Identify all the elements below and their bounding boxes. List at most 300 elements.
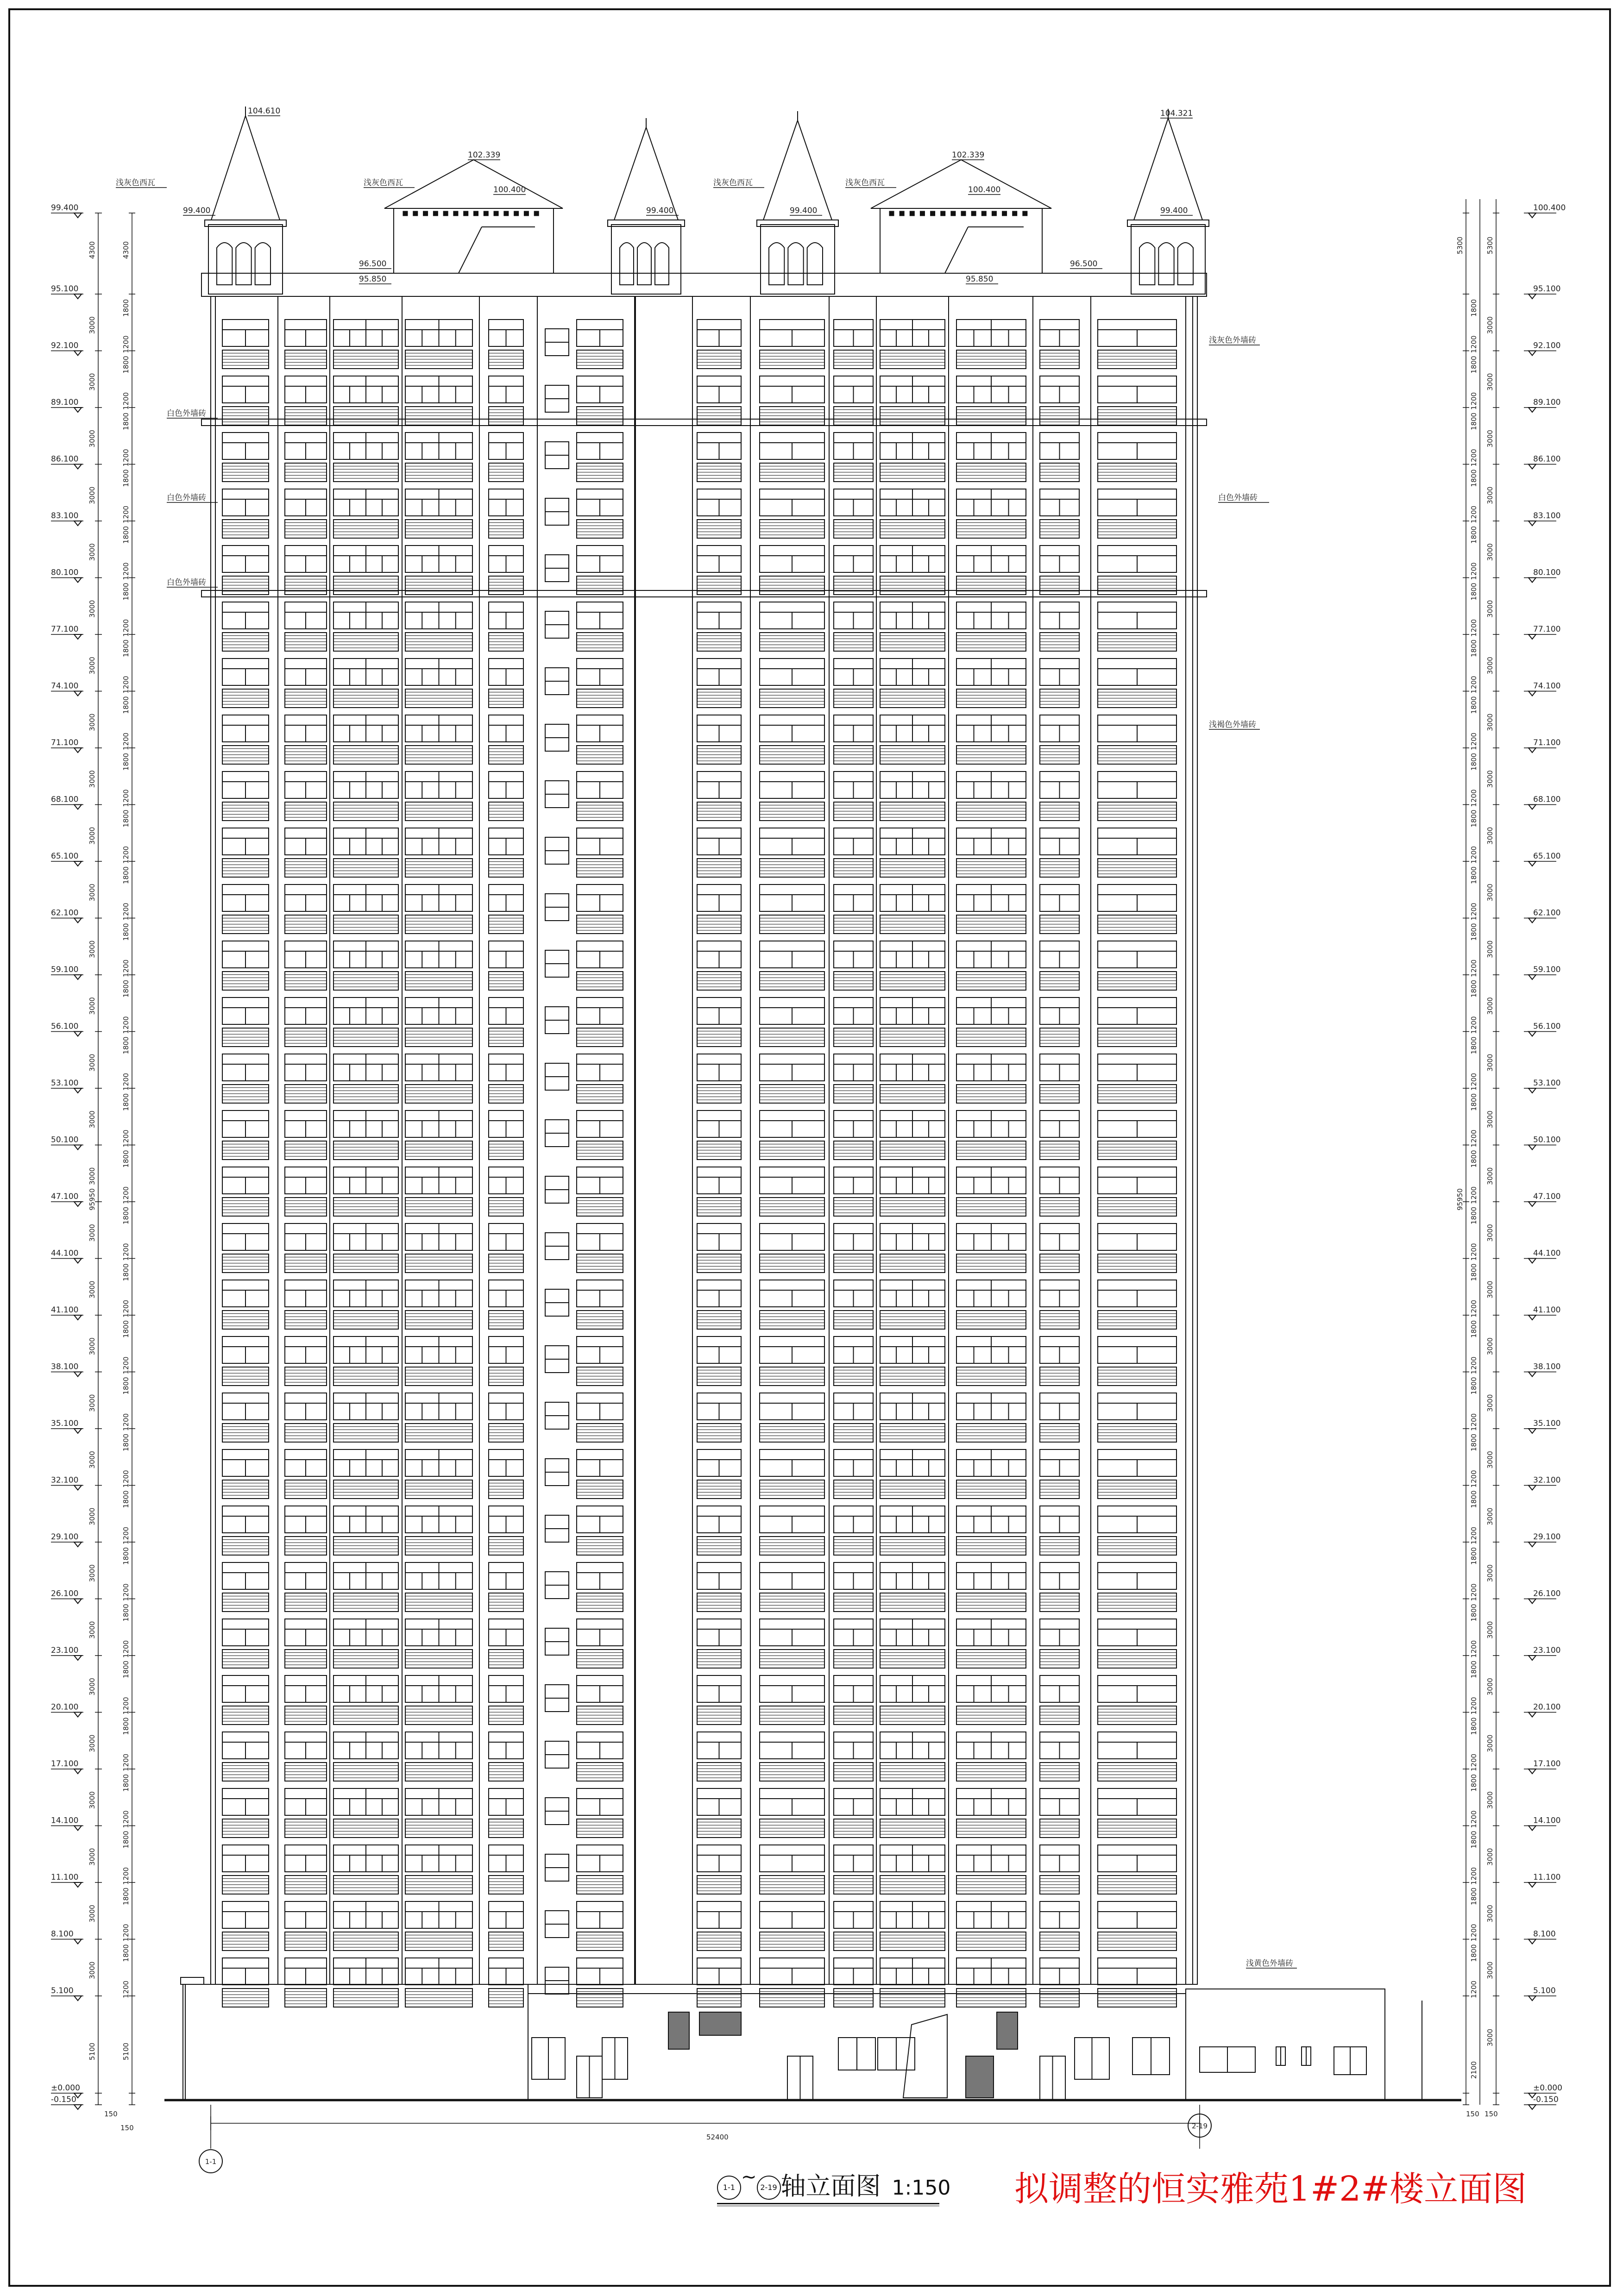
dim-window-right: 1800 <box>1470 1831 1478 1849</box>
top-mark-6: 99.400 <box>183 206 211 215</box>
dim-sill-left: 1200 <box>122 619 130 637</box>
title-text: 轴立面图 <box>780 2171 881 2201</box>
dim-floor-right: 3000 <box>1486 770 1494 788</box>
dim-sill-left: 1200 <box>122 1186 130 1204</box>
level-left-11: 65.100 <box>51 852 79 861</box>
dim-window-left: 1800 <box>122 1717 130 1735</box>
dim-sill-left: 1200 <box>122 335 130 353</box>
dim-sill-left: 1200 <box>122 1640 130 1658</box>
level-left-16: 50.100 <box>51 1135 79 1145</box>
level-right-1: 95.100 <box>1533 284 1561 294</box>
turret-left-cornice <box>205 220 286 226</box>
dim-width-text: 52400 <box>706 2133 729 2141</box>
level-left-mark <box>74 691 82 696</box>
dim-sill-right: 1200 <box>1470 1243 1478 1261</box>
dim-floor-right: 3000 <box>1486 1961 1494 1979</box>
dim-window-left: 1800 <box>122 753 130 771</box>
dim-floor-right: 3000 <box>1486 1507 1494 1525</box>
level-left-32: ±0.000 <box>51 2083 80 2093</box>
level-right-7: 77.100 <box>1533 625 1561 634</box>
dim-floor-left: 3000 <box>88 486 96 504</box>
level-left-mark <box>74 408 82 412</box>
dim-floor-right: 3000 <box>1486 1337 1494 1355</box>
level-left-mark <box>74 1486 82 1490</box>
dim-window-right: 1800 <box>1470 1717 1478 1735</box>
level-left-mark <box>74 351 82 356</box>
turret-right-arched-window <box>1178 243 1193 285</box>
dim-window-right: 1800 <box>1470 979 1478 998</box>
dim-sill-right: 1200 <box>1470 846 1478 864</box>
roof-hip-left-dentil <box>453 211 458 216</box>
level-left-mark <box>74 1939 82 1944</box>
axis-tilde: ~ <box>741 2166 757 2188</box>
dim-window-left: 1800 <box>122 1150 130 1168</box>
axis-label-start: 1-1 <box>205 2158 217 2166</box>
level-right-mark <box>1529 1202 1536 1206</box>
dim-floor-right: 3000 <box>1486 884 1494 902</box>
level-left-30: 8.100 <box>51 1929 74 1939</box>
level-left-12: 62.100 <box>51 908 79 918</box>
dim-floor-right: 3000 <box>1486 316 1494 334</box>
top-mark-11: 95.850 <box>359 275 387 284</box>
roof-hip-left-dentil <box>403 211 408 216</box>
dim-window-left: 1800 <box>122 1206 130 1225</box>
top-mark-9: 99.400 <box>1160 206 1188 215</box>
level-left-mark <box>74 464 82 469</box>
dim-floor-left: 3000 <box>88 827 96 845</box>
dim-window-left: 1800 <box>122 923 130 941</box>
top-mark-0: 104.610 <box>248 107 281 116</box>
dim-floor-left: 3000 <box>88 770 96 788</box>
roof-hip-right-dentil <box>900 211 904 216</box>
level-right-23: 29.100 <box>1533 1532 1561 1542</box>
level-left-mark <box>74 748 82 753</box>
dim-floor-right: 3000 <box>1486 373 1494 391</box>
level-left-31: 5.100 <box>51 1986 74 1995</box>
level-left-mark <box>74 1145 82 1150</box>
level-right-31: 5.100 <box>1533 1986 1556 1995</box>
dim-window-left: 1800 <box>122 1887 130 1906</box>
dim-floor-right: 3000 <box>1486 1791 1494 1809</box>
dim-total-left: 95950 <box>88 1188 96 1211</box>
level-right-mark <box>1529 1599 1536 1604</box>
level-right-mark <box>1529 634 1536 639</box>
dim-window-left: 1800 <box>122 1433 130 1452</box>
dim-floor-right: 3000 <box>1486 543 1494 561</box>
dim-sill-left: 1200 <box>122 903 130 921</box>
dim-floor-left: 3000 <box>88 1961 96 1979</box>
entrance-canopy <box>903 2014 947 2098</box>
dim-floor-right: 3000 <box>1486 1054 1494 1072</box>
level-right-12: 62.100 <box>1533 908 1561 918</box>
roof-hip-left-dentil <box>433 211 438 216</box>
level-right-mark <box>1529 1996 1536 2001</box>
dim-sill-left: 1200 <box>122 1810 130 1828</box>
level-right-mark <box>1529 1372 1536 1377</box>
turret-right-arched-window <box>1139 243 1155 285</box>
dim-floor-left: 3000 <box>88 316 96 334</box>
dim-floor-left: 3000 <box>88 884 96 902</box>
dim-window-right: 1800 <box>1470 526 1478 544</box>
roof-hip-left-dentil <box>423 211 428 216</box>
top-mark-2: 102.339 <box>468 151 501 160</box>
level-right-mark <box>1529 213 1536 218</box>
dim-window-right: 1800 <box>1470 1377 1478 1395</box>
dim-floor-left: 3000 <box>88 1734 96 1752</box>
dim-sill-right: 1200 <box>1470 1753 1478 1772</box>
level-right-mark <box>1529 748 1536 753</box>
level-right-28: 14.100 <box>1533 1816 1561 1826</box>
level-left-mark <box>74 1769 82 1774</box>
roof-hip-right-dentil <box>961 211 966 216</box>
dim-sill-left: 1200 <box>122 789 130 807</box>
level-right-mark <box>1529 1088 1536 1093</box>
dim-sill-right: 1200 <box>1470 1697 1478 1715</box>
roof-hip-right-dentil <box>992 211 996 216</box>
level-right-33: -0.150 <box>1533 2095 1559 2104</box>
turret-right-spire <box>1134 118 1202 220</box>
dim-floor-left: 3000 <box>88 1678 96 1696</box>
dim-sill-right: 1200 <box>1470 562 1478 580</box>
level-left-23: 29.100 <box>51 1532 79 1542</box>
roof-hip-left-dentil <box>514 211 519 216</box>
level-right-5: 83.100 <box>1533 511 1561 521</box>
dim-base-left: 5100 <box>88 2042 96 2061</box>
level-left-mark <box>74 578 82 583</box>
dim-window-right: 1800 <box>1470 696 1478 714</box>
dim-window-left: 1800 <box>122 1831 130 1849</box>
roof-hip-left <box>384 160 563 208</box>
dim-window-left: 1800 <box>122 866 130 885</box>
dim-sill-right: 1200 <box>1470 1299 1478 1318</box>
podium-cap-left <box>181 1977 204 1984</box>
level-left-mark <box>74 294 82 299</box>
level-right-2: 92.100 <box>1533 341 1561 351</box>
dim-sill-left: 1200 <box>122 1526 130 1545</box>
level-right-mark <box>1529 2105 1536 2109</box>
podium-right <box>1186 1989 1385 2100</box>
dim-sill-left: 1200 <box>122 846 130 864</box>
dim-sill-left: 1200 <box>122 1583 130 1601</box>
main-facade-outline <box>211 296 1197 1984</box>
roof-hip-left-dentil <box>474 211 478 216</box>
turret-left-arched-window <box>255 243 270 285</box>
dim-floor-left: 3000 <box>88 1451 96 1469</box>
material-note-3: 浅灰色西瓦 <box>845 178 885 188</box>
material-note-7: 白色外墙砖 <box>1218 493 1258 502</box>
turret-right-arched-window <box>1158 243 1174 285</box>
dim-sill-left: 1200 <box>122 1470 130 1488</box>
dim-sill-right: 1200 <box>1470 1356 1478 1374</box>
dim-floor-left: 3000 <box>88 543 96 561</box>
roof-hip-right-dentil <box>951 211 956 216</box>
dim-window-right: 1800 <box>1470 299 1478 317</box>
roof-hip-left-dentil <box>534 211 539 216</box>
dim-sill-left: 1200 <box>122 1016 130 1034</box>
dim-plinth-right: 150 <box>1466 2110 1479 2118</box>
dim-window-right: 1800 <box>1470 1887 1478 1906</box>
level-left-mark <box>74 1656 82 1660</box>
dim-sill-right: 1200 <box>1470 505 1478 524</box>
level-right-mark <box>1529 1032 1536 1036</box>
dim-floor-right: 3000 <box>1486 1905 1494 1923</box>
dim-sill-right: 1200 <box>1470 619 1478 637</box>
level-right-0: 100.400 <box>1533 203 1566 213</box>
dim-floor-left: 3000 <box>88 1224 96 1242</box>
level-left-mark <box>74 1088 82 1093</box>
roof-hip-right-dentil <box>889 211 894 216</box>
string-course <box>201 419 1207 426</box>
level-right-13: 59.100 <box>1533 965 1561 974</box>
dim-floor-right: 3000 <box>1486 1224 1494 1242</box>
level-left-10: 68.100 <box>51 795 79 804</box>
dim-sill-right: 1200 <box>1470 1980 1478 1999</box>
dim-sill-right: 1200 <box>1470 1413 1478 1431</box>
dim-floor-right: 3000 <box>1486 1110 1494 1129</box>
level-right-29: 11.100 <box>1533 1873 1561 1882</box>
dim-sill-left: 1200 <box>122 1924 130 1942</box>
dim-window-left: 1800 <box>122 1093 130 1111</box>
level-left-4: 86.100 <box>51 454 79 464</box>
dim-window-left: 1800 <box>122 526 130 544</box>
dim-window-left: 1800 <box>122 1377 130 1395</box>
dim-window-right: 1800 <box>1470 1547 1478 1565</box>
level-right-mark <box>1529 1486 1536 1490</box>
turret-center-left-arched-window <box>637 243 651 285</box>
top-mark-7: 99.400 <box>646 206 674 215</box>
dim-sill-left: 1200 <box>122 1129 130 1148</box>
level-right-17: 47.100 <box>1533 1192 1561 1201</box>
roof-hip-right-dentil <box>920 211 925 216</box>
dim-floor-left: 3000 <box>88 997 96 1015</box>
dim-window-left: 1800 <box>122 1547 130 1565</box>
dim-sill-left: 1200 <box>122 392 130 410</box>
turret-center-right-cornice <box>757 220 838 226</box>
dim-floor-right: 3000 <box>1486 997 1494 1015</box>
level-right-30: 8.100 <box>1533 1929 1556 1939</box>
level-left-3: 89.100 <box>51 398 79 407</box>
level-right-19: 41.100 <box>1533 1305 1561 1315</box>
level-left-13: 59.100 <box>51 965 79 974</box>
dim-sill-left: 1200 <box>122 1073 130 1091</box>
level-right-mark <box>1529 1315 1536 1320</box>
dim-window-right: 1800 <box>1470 1320 1478 1338</box>
material-note-0: 浅灰色西瓦 <box>116 178 155 188</box>
level-left-mark <box>74 213 82 218</box>
level-left-mark <box>74 805 82 809</box>
dim-sill-left: 1200 <box>122 1356 130 1374</box>
dim-window-right: 1800 <box>1470 1490 1478 1508</box>
level-left-mark <box>74 1429 82 1433</box>
dim-sill-right: 1200 <box>1470 732 1478 751</box>
dim-window-left: 1800 <box>122 1604 130 1622</box>
roof-hip-right-dentil <box>931 211 935 216</box>
roof-hip-left-dentil <box>484 211 488 216</box>
dim-window-left: 1800 <box>122 1036 130 1054</box>
level-left-mark <box>74 975 82 979</box>
dim-sill-left: 1200 <box>122 1753 130 1772</box>
dim-window-right: 1800 <box>1470 1263 1478 1281</box>
level-left-0: 99.400 <box>51 203 79 213</box>
turret-left-body <box>208 225 283 294</box>
dim-window-left: 1800 <box>122 1320 130 1338</box>
level-right-mark <box>1529 294 1536 299</box>
dim-floor-left: 3000 <box>88 373 96 391</box>
level-right-22: 32.100 <box>1533 1475 1561 1485</box>
dim-sill-left: 1200 <box>122 959 130 978</box>
dim-sill-right: 1200 <box>1470 1640 1478 1658</box>
level-left-7: 77.100 <box>51 625 79 634</box>
dim-floor-left: 3000 <box>88 1905 96 1923</box>
drawing-title <box>717 2166 950 2206</box>
level-left-mark <box>74 1826 82 1831</box>
dim-window-left: 1800 <box>122 979 130 998</box>
dim-window-right: 1800 <box>1470 1036 1478 1054</box>
level-left-mark <box>74 1542 82 1547</box>
dim-top-left-2: 4300 <box>122 241 130 259</box>
level-left-mark <box>74 1713 82 1717</box>
podium-left <box>183 1984 528 2100</box>
dim-window-right: 1800 <box>1470 1660 1478 1679</box>
dim-plinth-left: 150 <box>104 2110 118 2118</box>
dim-floor-right: 3000 <box>1486 1564 1494 1582</box>
level-left-mark <box>74 918 82 923</box>
podium-panel <box>997 2012 1018 2049</box>
level-left-24: 26.100 <box>51 1589 79 1599</box>
top-mark-5: 100.400 <box>968 185 1001 194</box>
level-right-18: 44.100 <box>1533 1248 1561 1258</box>
dim-floor-right: 3000 <box>1486 1621 1494 1639</box>
podium-panel <box>699 2012 741 2035</box>
dim-window-right: 1800 <box>1470 866 1478 885</box>
turret-left-arched-window <box>217 243 232 285</box>
dim-sill-left: 1200 <box>122 676 130 694</box>
dim-window-right: 1800 <box>1470 809 1478 828</box>
level-right-32: ±0.000 <box>1533 2083 1562 2093</box>
level-right-9: 71.100 <box>1533 738 1561 747</box>
roof-hip-right <box>871 160 1051 208</box>
level-right-26: 20.100 <box>1533 1702 1561 1712</box>
dim-window-left: 1800 <box>122 1774 130 1792</box>
material-note-6: 白色外墙砖 <box>167 493 206 502</box>
roof-hip-left-dentil <box>413 211 418 216</box>
dim-sill-right: 1200 <box>1470 449 1478 467</box>
dim-floor-left: 3000 <box>88 1337 96 1355</box>
dim-window-left: 1800 <box>122 1944 130 1962</box>
dim-sill-left: 1200 <box>122 505 130 524</box>
level-right-mark <box>1529 861 1536 866</box>
dim-floor-right: 3000 <box>1486 657 1494 675</box>
level-right-4: 86.100 <box>1533 454 1561 464</box>
dim-window-left: 1800 <box>122 639 130 658</box>
level-right-mark <box>1529 1145 1536 1150</box>
turret-center-right-arched-window <box>788 243 803 285</box>
roof-hip-left-dentil <box>443 211 448 216</box>
title-underline <box>717 2203 939 2206</box>
dim-floor-right: 3000 <box>1486 600 1494 618</box>
dim-window-left: 1800 <box>122 583 130 601</box>
dim-floor-right: 3000 <box>1486 827 1494 845</box>
dim-window-left: 1800 <box>122 1263 130 1281</box>
dim-total-right: 95950 <box>1456 1188 1464 1211</box>
turret-center-left-body <box>611 225 681 294</box>
level-right-mark <box>1529 1656 1536 1660</box>
level-right-21: 35.100 <box>1533 1419 1561 1428</box>
dim-sill-right: 1200 <box>1470 676 1478 694</box>
material-note-10: 浅黄色外墙砖 <box>1246 1959 1293 1968</box>
roof-hip-right-dentil <box>941 211 945 216</box>
roof-hip-left-dentil <box>504 211 509 216</box>
level-right-mark <box>1529 1939 1536 1944</box>
dim-window-left: 1800 <box>122 696 130 714</box>
level-right-mark <box>1529 1826 1536 1831</box>
dim-floor-left: 3000 <box>88 430 96 448</box>
dim-sill-right: 1200 <box>1470 789 1478 807</box>
level-left-mark <box>74 1372 82 1377</box>
dim-floor-right: 3000 <box>1486 1394 1494 1412</box>
level-left-mark <box>74 1882 82 1887</box>
roof-hip-right-dentil <box>981 211 986 216</box>
level-left-9: 71.100 <box>51 738 79 747</box>
podium-panel <box>668 2012 689 2049</box>
turret-left-arched-window <box>236 243 251 285</box>
level-left-5: 83.100 <box>51 511 79 521</box>
dim-floor-right: 3000 <box>1486 1280 1494 1299</box>
dim-floor-left: 3000 <box>88 713 96 731</box>
dim-base-right-2: 3000 <box>1486 2028 1494 2047</box>
roof-hip-left-dentil <box>494 211 498 216</box>
roof-hip-right-rafter <box>945 227 968 273</box>
level-left-17: 47.100 <box>51 1192 79 1201</box>
level-right-mark <box>1529 521 1536 526</box>
top-mark-13: 95.850 <box>966 275 994 284</box>
dim-floor-right: 3000 <box>1486 713 1494 731</box>
level-right-mark <box>1529 408 1536 412</box>
dim-sill-right: 1200 <box>1470 1583 1478 1601</box>
top-mark-8: 99.400 <box>790 206 818 215</box>
roof-hip-right-dentil <box>1013 211 1017 216</box>
dim-plinth-left-2: 150 <box>120 2124 134 2132</box>
level-right-mark <box>1529 805 1536 809</box>
level-right-mark <box>1529 918 1536 923</box>
dim-floor-right: 3000 <box>1486 1678 1494 1696</box>
level-right-mark <box>1529 1882 1536 1887</box>
dim-sill-left: 1200 <box>122 732 130 751</box>
level-right-20: 38.100 <box>1533 1362 1561 1372</box>
dim-sill-right: 1200 <box>1470 959 1478 978</box>
material-note-1: 浅灰色西瓦 <box>364 178 403 188</box>
level-right-10: 68.100 <box>1533 795 1561 804</box>
level-right-mark <box>1529 691 1536 696</box>
dim-window-right: 1800 <box>1470 1604 1478 1622</box>
dim-floor-left: 3000 <box>88 1848 96 1866</box>
level-left-26: 20.100 <box>51 1702 79 1712</box>
level-left-15: 53.100 <box>51 1079 79 1088</box>
dim-floor-left: 3000 <box>88 1507 96 1525</box>
level-right-3: 89.100 <box>1533 398 1561 407</box>
dim-sill-right: 1200 <box>1470 1867 1478 1885</box>
level-right-11: 65.100 <box>1533 852 1561 861</box>
level-left-mark <box>74 634 82 639</box>
dim-floor-left: 3000 <box>88 600 96 618</box>
overlay-title: 拟调整的恒实雅苑1#2#楼立面图 <box>1014 2169 1527 2209</box>
level-left-mark <box>74 1259 82 1263</box>
dim-floor-right: 3000 <box>1486 1734 1494 1752</box>
dim-floor-left: 3000 <box>88 1791 96 1809</box>
dim-sill-right: 1200 <box>1470 1129 1478 1148</box>
dim-sill-left: 1200 <box>122 1697 130 1715</box>
level-right-mark <box>1529 1542 1536 1547</box>
